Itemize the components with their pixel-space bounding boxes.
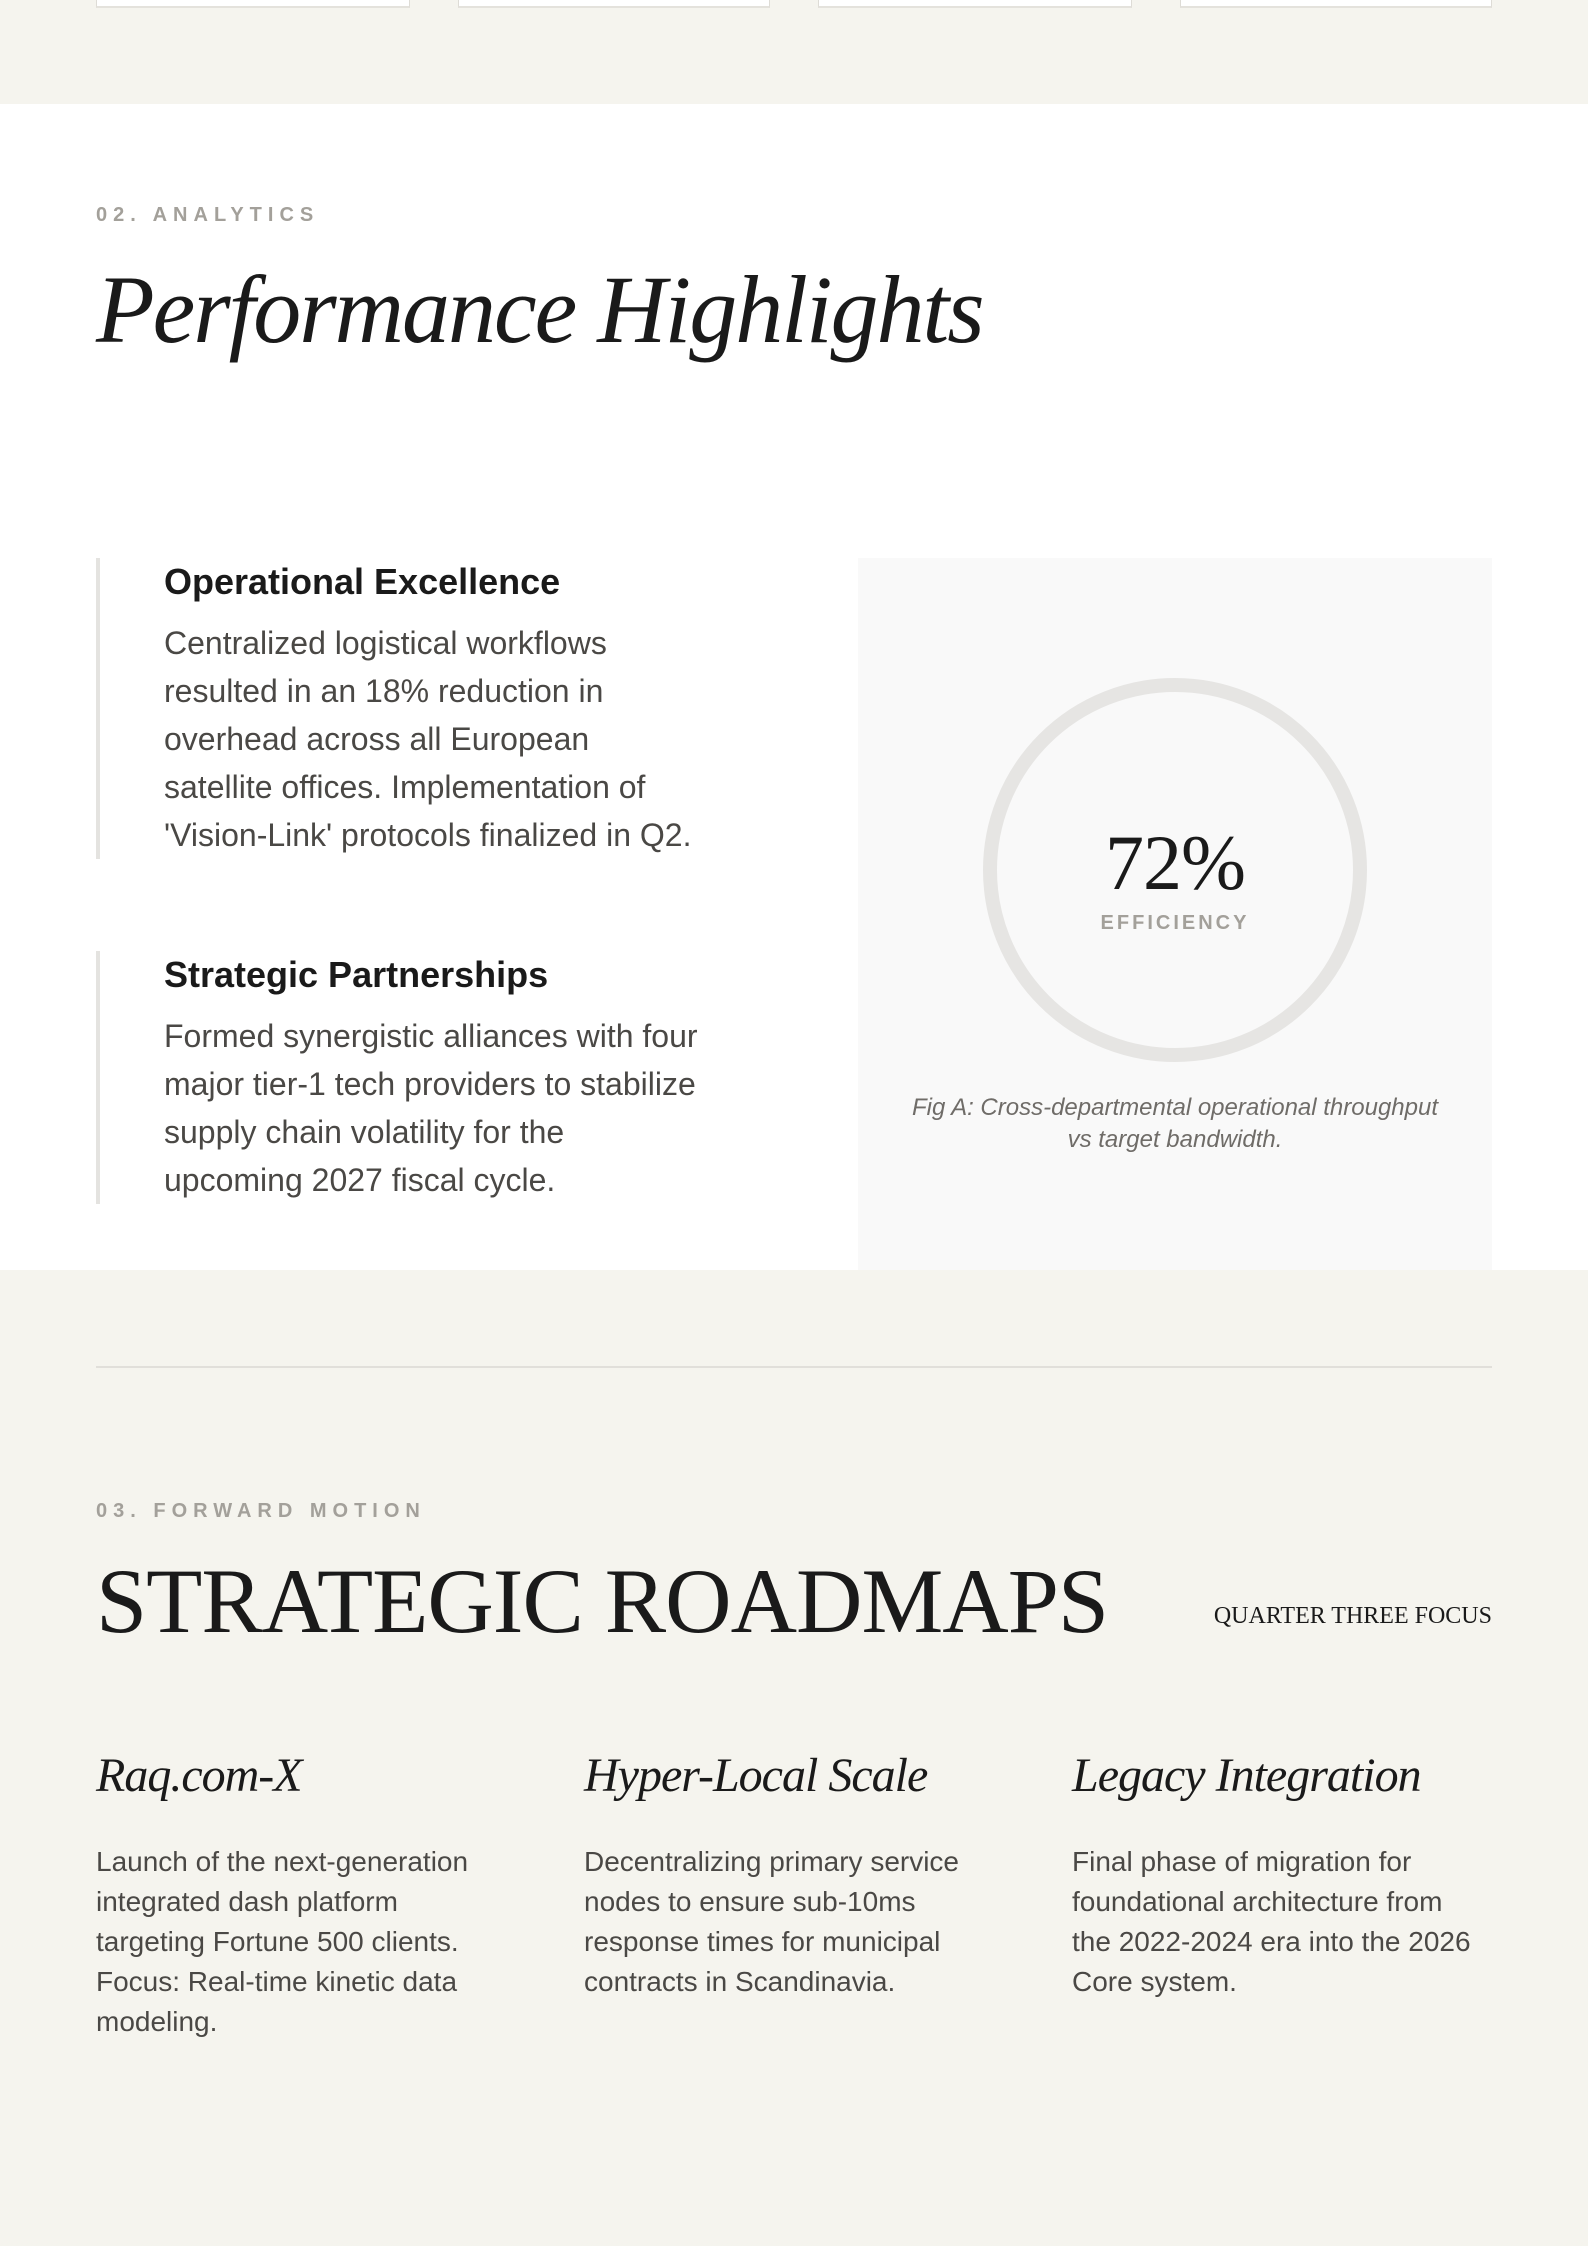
analytics-section <box>0 104 1588 1270</box>
analytics-title: Performance Highlights <box>96 256 983 363</box>
highlight-title: Strategic Partnerships <box>164 954 549 996</box>
highlight-operational-excellence <box>96 558 736 859</box>
roadmap-item-body: Launch of the next-generation integrated dash platform targeting Fortune 500 clients. Focus: Real-time kinetic data modeling. <box>96 1846 469 2038</box>
figure-caption: Fig A: Cross-departmental operational throughput vs target bandwidth. <box>911 1094 1439 1153</box>
roadmaps-section <box>0 1270 1588 2246</box>
roadmaps-eyebrow: 03. FORWARD MOTION <box>96 1500 426 1522</box>
efficiency-label: EFFICIENCY <box>1100 912 1250 934</box>
roadmap-item-hyper-local-scale <box>584 1750 986 2043</box>
highlight-body: Centralized logistical workflows resulted in an 18% reduction in overhead across all European satellite offices. Implementation of 'Vision-Link' protocols finalized in Q2. <box>164 625 692 854</box>
roadmap-item-body: Decentralizing primary service nodes to ensure sub-10ms response times for municipal contracts in Scandinavia. <box>584 1846 960 1998</box>
top-card-4 <box>1180 0 1492 8</box>
top-card-3 <box>818 0 1132 8</box>
highlight-strategic-partnerships <box>96 951 736 1204</box>
analytics-eyebrow: 02. ANALYTICS <box>96 204 320 226</box>
efficiency-value: 72% <box>1105 819 1245 906</box>
section-divider <box>96 1366 1492 1368</box>
top-card-strip <box>0 0 1588 104</box>
roadmap-item-body: Final phase of migration for foundational architecture from the 2022-2024 era into the 2026 Core system. <box>1072 1846 1471 1998</box>
roadmaps-subtitle: QUARTER THREE FOCUS <box>1213 1602 1492 1629</box>
highlight-body: Formed synergistic alliances with four major tier-1 tech providers to stabilize supply chain volatility for the upcoming 2027 fiscal cycle. <box>164 1018 698 1199</box>
roadmaps-title: STRATEGIC ROADMAPS <box>96 1550 1109 1652</box>
roadmap-item-raq-com-x <box>96 1750 498 2043</box>
highlight-title: Operational Excellence <box>164 561 561 602</box>
roadmap-item-title: Raq.com-X <box>96 1748 302 1802</box>
analytics-grid <box>96 558 1492 1296</box>
top-card-1 <box>96 0 410 8</box>
roadmap-item-legacy-integration <box>1072 1750 1474 2043</box>
roadmaps-header <box>96 1550 1492 1652</box>
roadmap-item-title: Legacy Integration <box>1072 1748 1421 1802</box>
roadmap-item-title: Hyper-Local Scale <box>584 1748 928 1802</box>
efficiency-figure-panel <box>858 558 1492 1278</box>
roadmap-grid <box>96 1750 1492 2043</box>
top-card-2 <box>458 0 770 8</box>
efficiency-ring-gauge <box>983 678 1367 1062</box>
highlights-column <box>96 558 736 1296</box>
